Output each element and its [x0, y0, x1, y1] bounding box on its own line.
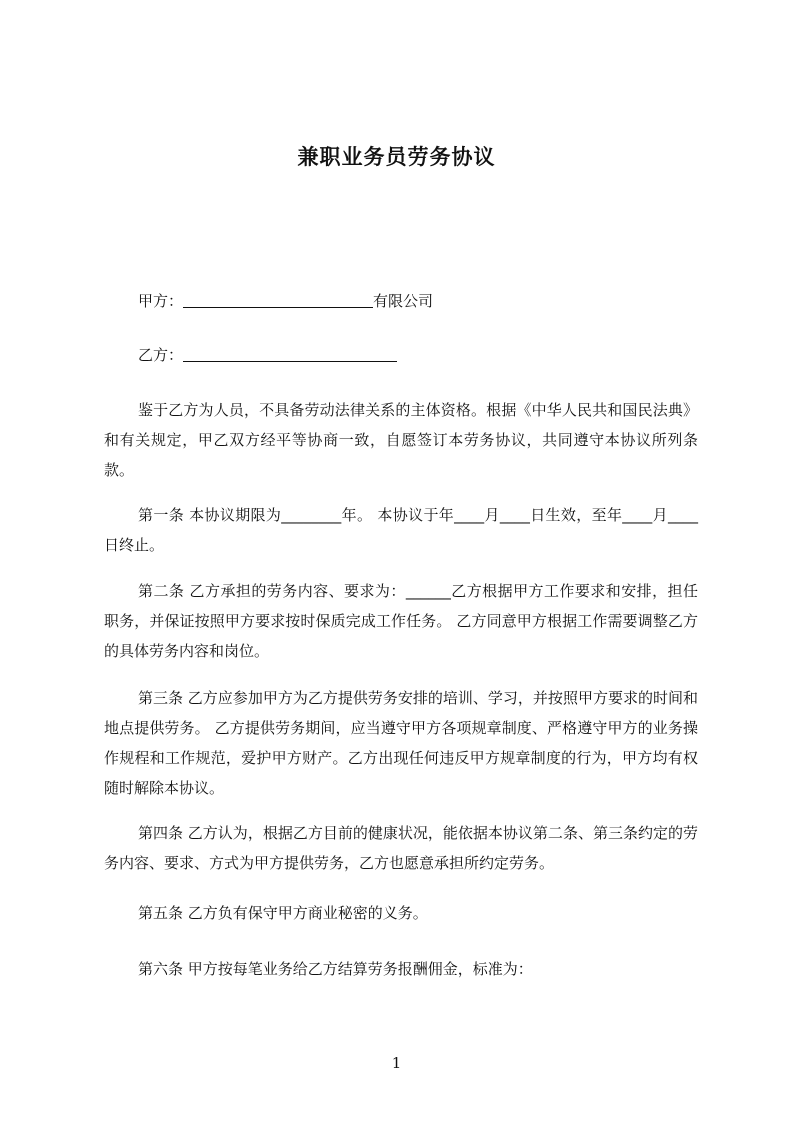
clause-2-paragraph	[104, 576, 698, 666]
party-b-line	[138, 344, 397, 366]
paragraph-text: 鉴于乙方为人员，不具备劳动法律关系的主体资格。根据《中华人民共和国民法典》和有关规定，甲乙双方经平等协商一致，自愿签订本劳务协议，共同遵守本协议所列条款。	[104, 401, 698, 479]
clause-4-paragraph	[104, 818, 698, 878]
paragraph-text: 第二条 乙方承担的劳务内容、要求为：______乙方根据甲方工作要求和安排，担任 职务，并保证按照甲方要求按时保质完成工作任务。 乙方同意甲方根据工作需要调整乙方的具体劳务内容和岗位。	[104, 582, 698, 660]
party-a-suffix: 有限公司	[373, 292, 434, 310]
party-b-blank	[183, 346, 397, 362]
paragraph-text: 第一条 本协议期限为________年。 本协议于年____月____日生效，至年____月____日终止。	[104, 506, 698, 554]
paragraph-text: 第四条 乙方认为，根据乙方目前的健康状况，能依据本协议第二条、第三条约定的劳务内容、要求、方式为甲方提供劳务，乙方也愿意承担所约定劳务。	[104, 824, 698, 872]
document-title: 兼职业务员劳务协议	[297, 145, 496, 169]
party-a-blank	[183, 292, 373, 308]
paragraph-text: 第六条 甲方按每笔业务给乙方结算劳务报酬佣金，标准为：	[138, 960, 533, 978]
party-b-label: 乙方：	[138, 346, 184, 364]
party-a-label: 甲方：	[138, 292, 184, 310]
clause-1-paragraph	[104, 500, 698, 560]
paragraph-text: 第三条 乙方应参加甲方为乙方提供劳务安排的培训、学习，并按照甲方要求的时间和地点提供劳务。 乙方提供劳务期间，应当遵守甲方各项规章制度、严格遵守甲方的业务操作规程和工作规范，爱护甲方财产。乙方出现任何违反甲方规章制度的行为，甲方均有权随时解除本协议。	[104, 689, 698, 797]
clause-3-paragraph	[104, 683, 698, 803]
party-a-line	[138, 290, 433, 312]
page-number: 1	[391, 1054, 402, 1072]
clause-5-paragraph	[104, 898, 698, 928]
clause-6-paragraph	[104, 954, 698, 984]
paragraph-text: 第五条 乙方负有保守甲方商业秘密的义务。	[138, 904, 428, 922]
preamble-paragraph	[104, 395, 698, 485]
